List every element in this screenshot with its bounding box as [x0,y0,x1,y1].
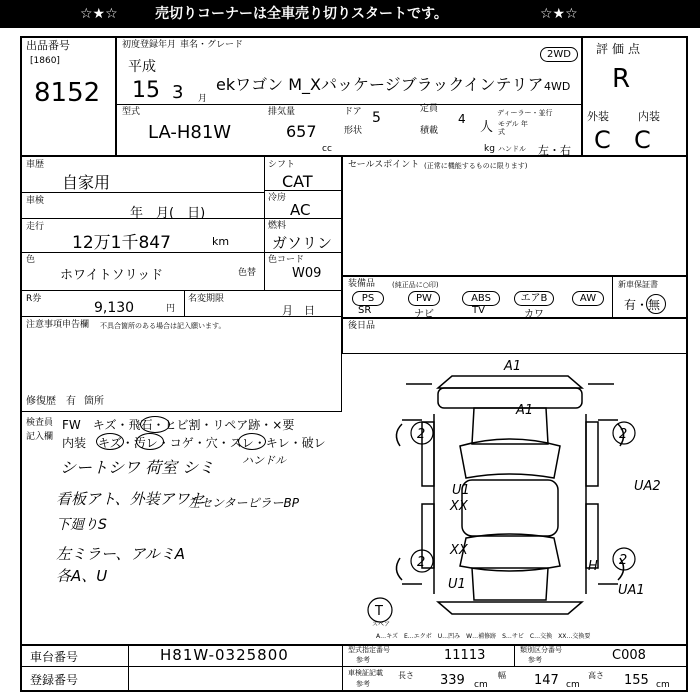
history-label: 車歴 [26,160,45,170]
length-unit: cm [474,680,488,690]
row-div-5 [20,316,342,317]
lot-label: 出品番号 [26,39,70,52]
ac: AC [290,201,311,219]
row-div-2 [20,218,264,219]
mark-a1-top: A1 [504,359,522,374]
doors: 5 [372,110,381,126]
shift: CAT [282,172,313,191]
equip-leather: カワ [524,309,544,320]
circle-tobiishi [140,416,170,433]
ext-label: 外装 [587,110,609,123]
hand-note-2: 看板アト、外装アワセ [56,490,205,508]
class-value: C008 [612,648,646,663]
ext-grade: C [594,126,611,154]
sales-sub: (正常に機能するものに限ります) [424,162,528,170]
reg-num-label: 登録番号 [30,673,79,687]
shift-div [264,190,342,191]
equip-pw: PW [408,291,440,306]
repair-unit: 箇所 [84,396,104,407]
equip-sr: SR [358,305,372,316]
capacity: 4 [458,112,466,126]
int-grade: C [634,126,651,154]
divider-1 [116,104,582,105]
mark-h-rear: H [588,559,598,574]
mark-2-rr: 2 [619,553,628,568]
fuel: ガソリン [272,234,333,252]
color-code: W09 [292,266,322,281]
kg: kg [484,144,495,154]
top-banner [0,0,700,28]
spare-tire-mark: T [375,604,383,619]
color: ホワイトソリッド [60,268,164,283]
footer-vdiv-2 [342,644,343,692]
new-record-circle [646,294,666,314]
class-ref: 参考 [528,656,542,664]
mark-a1-hood: A1 [516,403,534,418]
sales-label: セールスポイント [348,160,420,170]
hand-note-5: 各A、U [56,567,108,585]
handle-value: 左・右 [538,144,571,157]
model-year-label: モデル 年式 [498,120,528,136]
circle-kizu [96,433,124,450]
new-record-value: 有・無 [624,298,661,312]
height: 155 [624,673,649,688]
length-label: 長さ [398,671,414,680]
equip-abs: ABS [462,291,500,306]
notes-sub: 不具合箇所のある場合は記入願います。 [100,322,226,330]
dims-ref: 参考 [356,680,370,688]
disp-label: 排気量 [268,107,296,117]
diagram-legend: A…キズ E…エクボ U…凹み W…補修跡 S…サビ C…交換 XX…交換要 [376,633,591,640]
new-record-label: 新車保証書 [618,280,658,289]
mark-ua2-right: UA2 [634,479,661,494]
chassis-label: 車台番号 [30,650,79,664]
score: R [612,64,631,94]
mark-2-rl: 2 [417,555,426,570]
row-div-1 [20,192,264,193]
month: 3 [172,82,184,103]
equipment-sub: (純正品に○印) [392,281,439,289]
equip-aw: AW [572,291,604,306]
recycle-vdiv [184,290,185,316]
hand-note-1b: ハンドル [242,454,286,467]
color-vdiv [264,252,265,290]
details-box [20,156,342,412]
drive-4wd: 4WD [544,80,571,93]
later-input-label: 後日品 [348,321,376,331]
model-label: 型式 [122,107,141,117]
mark-u1-left-door: U1 [452,483,470,498]
repair-label: 修復歴 [26,396,56,407]
mileage: 12万1千847 [72,233,171,253]
capacity-unit: 人 [480,120,494,135]
mark-u1-rear: U1 [448,577,466,592]
later-input-box [342,318,688,354]
dealer-label: ディーラー・並行 [497,109,553,117]
hand-note-4: 左ミラー、アルミA [56,545,186,563]
inspector-label-2: 記入欄 [26,432,54,442]
recycle-label: R券 [26,294,42,304]
length: 339 [440,673,465,688]
equip-ps: PS [352,291,384,306]
banner-stars-left: ☆★☆ [80,6,118,22]
equip-navi: ナビ [414,309,434,320]
footer-vdiv-3 [514,644,515,666]
reg-label: 初度登録年月 [122,40,177,50]
mileage-label: 走行 [26,222,45,232]
recycle: 9,130 [94,300,135,316]
displacement: 657 [286,122,317,141]
mark-xx-left-door: XX [450,499,468,514]
color-change-label: 色替 [238,268,257,278]
circle-yogore [136,433,164,450]
details-vdivider [264,156,265,252]
banner-text: 売切りコーナーは全車売り切りスタートです。 [155,6,448,22]
model: LA-H81W [148,122,232,143]
color-label: 色 [26,255,36,265]
ac-div [264,218,342,219]
load-label: 積載 [420,126,439,136]
car-name: ekワゴン M_Xパッケージブラックインテリア [216,75,544,94]
color-code-label: 色コード [268,255,305,265]
hand-note-3: 下廻りS [56,517,107,533]
int-label: 内装 [638,110,660,123]
doors-label: ドア [344,107,362,117]
shift-label: シフト [268,160,296,170]
equipment-label: 装備品 [348,279,376,289]
banner-stars-right: ☆★☆ [540,6,578,22]
km: km [212,235,230,248]
capacity-label: 定員 [420,104,439,114]
inspector-label-1: 検査員 [26,418,54,428]
equip-vdiv [612,276,613,318]
class-label: 類別区分番号 [520,646,562,654]
width-unit: cm [566,680,580,690]
equip-tv: TV [472,305,485,316]
lot-number: 8152 [34,78,101,108]
row-div-3 [20,252,342,253]
handle-label: ハンドル [498,145,526,153]
type-spec-ref: 参考 [356,656,370,664]
inspect-row-2: 内装 キズ・汚レ・コゲ・穴・スレ・キレ・破レ [62,436,326,450]
shape-label: 形状 [344,126,363,136]
mark-xx-left-rear: XX [450,543,468,558]
height-label: 高さ [588,671,604,680]
deadline-label: 名変期限 [188,294,225,304]
width: 147 [534,673,559,688]
history: 自家用 [62,173,111,192]
spare-label: スペア [372,621,391,628]
sales-box [342,156,688,276]
drive-2wd: 2WD [540,47,578,62]
inspection-value: 年 月( 日) [130,206,206,221]
hand-note-1: シートシワ 荷室 シミ [60,458,215,477]
era: 平成 [128,59,156,75]
equip-airbag: エアB [514,291,554,306]
lot-sub: [1860] [30,56,60,66]
ac-label: 冷房 [268,193,287,203]
dims-label: 車検証記載 [348,669,383,677]
year: 15 [132,78,160,103]
deadline-value: 月 日 [282,304,315,317]
hand-note-2b: 左センターピラーBP [188,496,299,510]
score-label: 評価点 [596,42,645,56]
footer-hdiv [20,666,688,667]
row-div-4 [20,290,342,291]
inspection-label: 車検 [26,196,45,206]
height-unit: cm [656,680,670,690]
type-spec-label: 型式指定番号 [348,646,390,654]
month-unit: 月 [198,94,208,104]
notes-label: 注意事項申告欄 [26,320,90,330]
cc: cc [322,144,332,154]
circle-sure [238,433,266,450]
car-damage-diagram [342,354,688,644]
inspect-row-1: FW キズ・飛石・ヒビ割・リペア跡・×要 [62,418,295,432]
yen: 円 [166,304,176,314]
width-label: 幅 [498,671,506,680]
fuel-label: 燃料 [268,221,287,231]
chassis-number: H81W-0325800 [160,646,289,664]
mark-2-fr: 2 [619,427,628,442]
name-label: 車名・グレード [180,40,244,50]
type-spec: 11113 [444,648,486,663]
repair-value: 有 [66,396,76,407]
car-outline [396,376,623,614]
mark-2-fl: 2 [417,427,426,442]
footer-vdiv-1 [128,644,129,692]
mark-ua1-rear: UA1 [618,583,645,598]
